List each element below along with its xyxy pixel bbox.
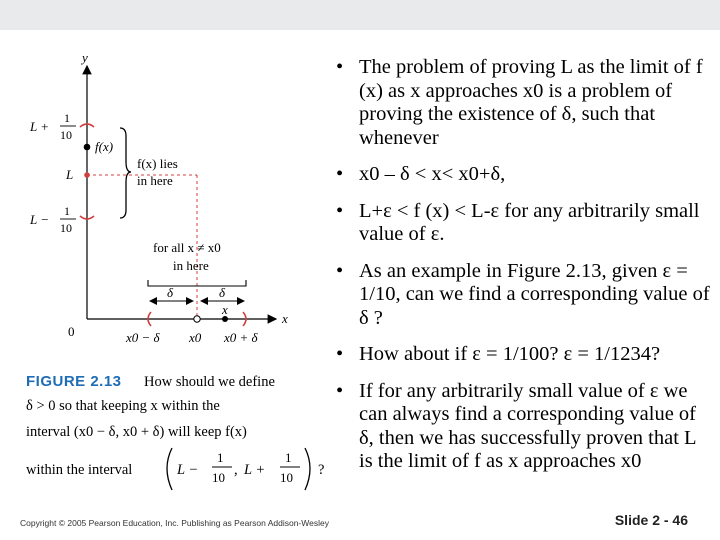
paren-left	[167, 448, 172, 490]
caption-one-a: 1	[217, 450, 224, 465]
paren-right	[305, 448, 310, 490]
y-axis-label: y	[82, 50, 88, 65]
L-point	[84, 172, 90, 178]
one-label-bottom: 1	[64, 204, 70, 218]
delta-label-left: δ	[167, 285, 174, 300]
figure-number: FIGURE 2.13	[26, 373, 122, 390]
figure-2-13-graph	[0, 44, 330, 364]
caption-line-3: interval (x0 − δ, x0 + δ) will keep f(x)	[26, 424, 247, 440]
L-plus-label: L +	[30, 119, 50, 134]
caption-ten-b: 10	[280, 470, 293, 485]
caption-one-b: 1	[285, 450, 292, 465]
slide-number: Slide 2 - 46	[614, 512, 688, 528]
for-all-line1: for all x ≠ x0	[153, 240, 221, 255]
caption-L-minus: L −	[177, 462, 199, 478]
fx-label: f(x)	[95, 139, 114, 154]
x-axis-label: x	[282, 311, 288, 326]
caption-ten-a: 10	[212, 470, 225, 485]
bullet-item: • L+ε < f (x) < L-ε for any arbitrarily small value of ε.	[332, 200, 712, 247]
x0-open-point	[194, 316, 200, 322]
bullet-item: • The problem of proving L as the limit of f (x) as x approaches x0 is a problem of proving the existence of δ, such that whenever	[332, 56, 712, 150]
caption-question: ?	[318, 462, 325, 478]
bullet-list	[332, 56, 712, 487]
delta-label-right: δ	[219, 285, 226, 300]
caption-L-plus: L +	[244, 462, 266, 478]
curly-brace	[120, 128, 131, 218]
x0-label: x0	[189, 330, 202, 345]
caption-line-1: How should we define	[144, 374, 275, 390]
L-label: L	[66, 167, 74, 182]
for-all-line2: in here	[173, 258, 209, 273]
fx-lies-line1: f(x) lies	[137, 156, 178, 171]
fx-point	[84, 144, 91, 151]
caption-comma: ,	[234, 462, 238, 478]
fx-lies-line2: in here	[137, 173, 173, 188]
bullet-item: • How about if ε = 1/100? ε = 1/1234?	[332, 343, 712, 367]
ten-label-top: 10	[60, 128, 72, 142]
bullet-item: • As an example in Figure 2.13, given ε = 1/10, can we find a corresponding value of δ ?	[332, 260, 712, 331]
x0-plus-delta-label: x0 + δ	[224, 330, 258, 345]
caption-line-2: δ > 0 so that keeping x within the	[26, 398, 220, 414]
L-minus-label: L −	[30, 212, 50, 227]
ten-label-bottom: 10	[60, 221, 72, 235]
x-point-label: x	[222, 302, 228, 317]
origin-label: 0	[68, 324, 75, 339]
copyright-footer: Copyright © 2005 Pearson Education, Inc. Publishing as Pearson Addison-Wesley	[20, 518, 329, 528]
bullet-item: • If for any arbitrarily small value of ε we can always find a corresponding value of δ, then we has successfully proven that L is the limit of f as x approaches x0	[332, 380, 712, 474]
top-bar	[0, 0, 720, 30]
x0-minus-delta-label: x0 − δ	[126, 330, 160, 345]
figure-caption	[0, 370, 340, 500]
one-label-top: 1	[64, 111, 70, 125]
caption-line-4: within the interval	[26, 462, 133, 478]
bullet-item: • x0 – δ < x< x0+δ,	[332, 163, 712, 187]
